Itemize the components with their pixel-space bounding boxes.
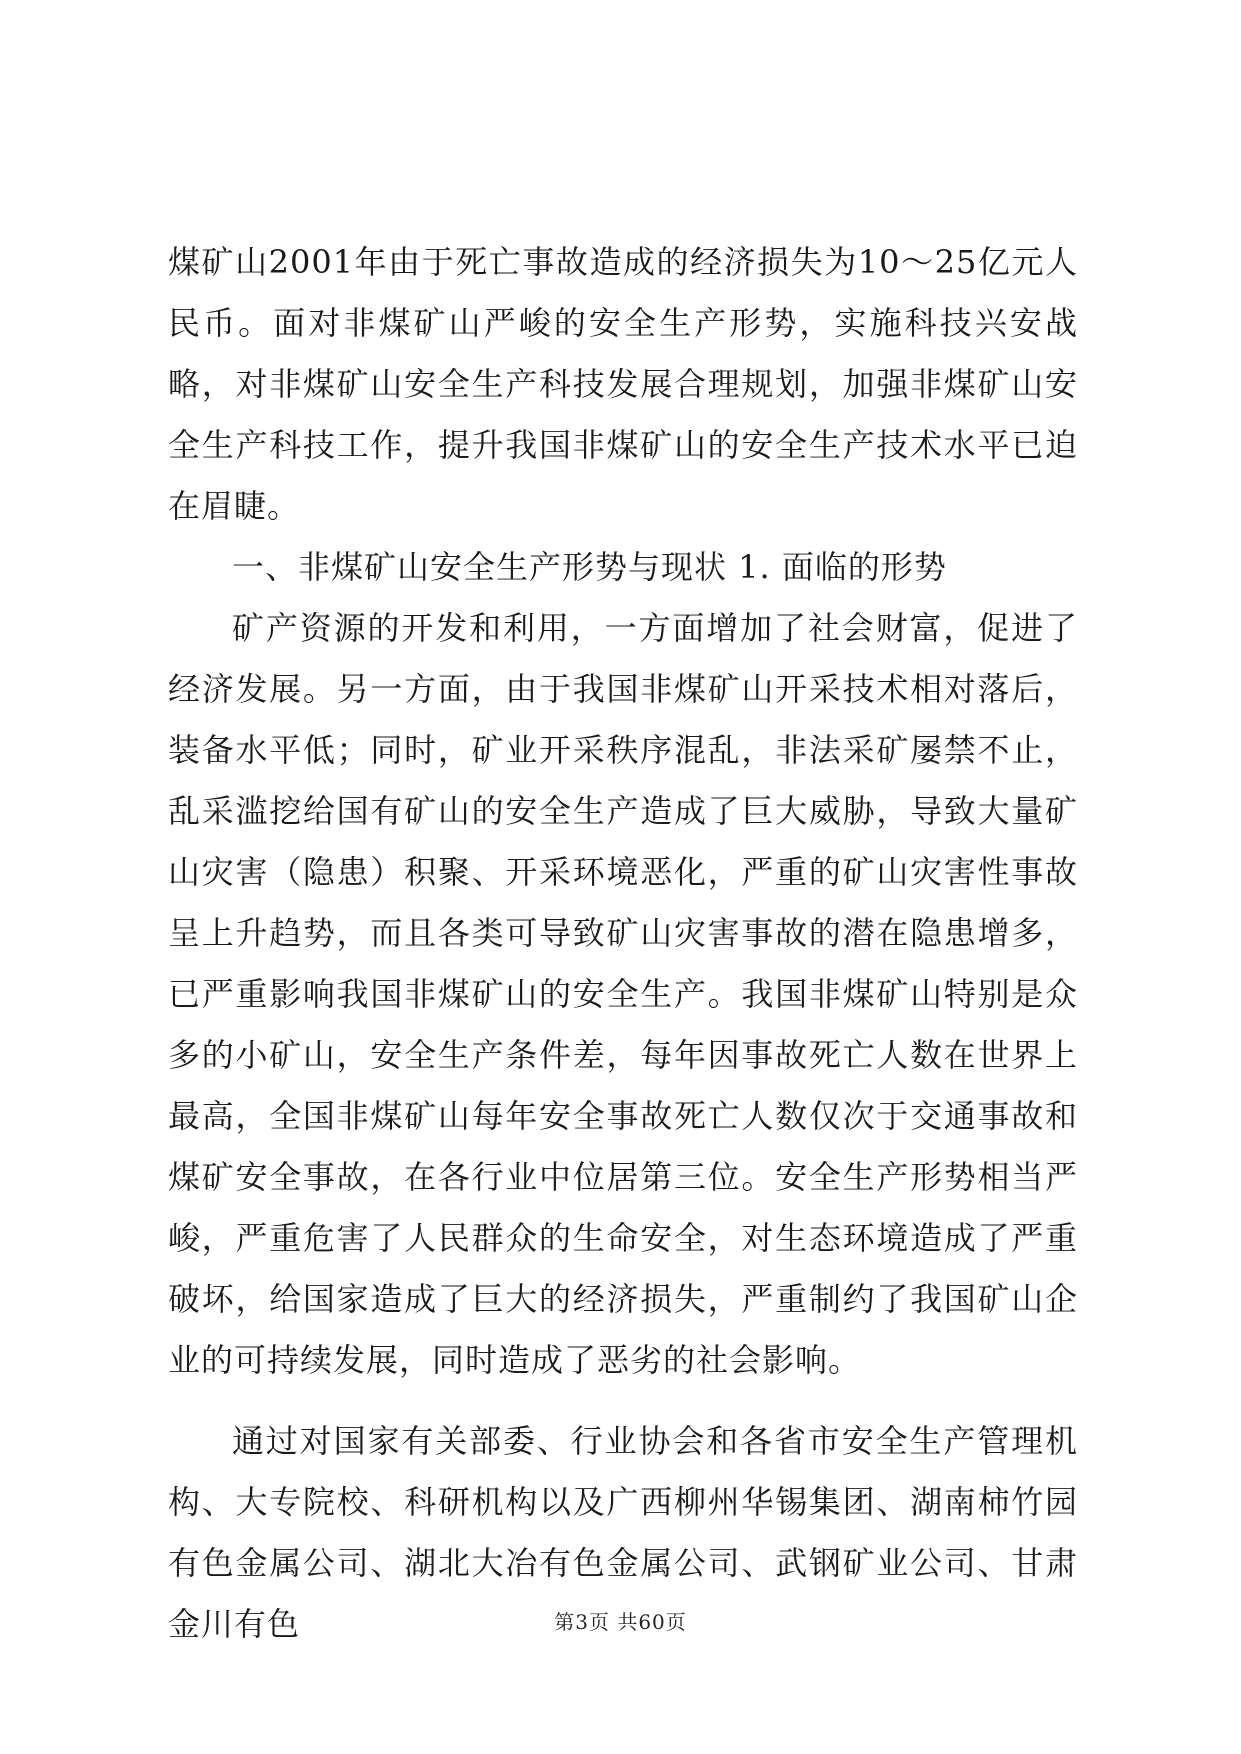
paragraph-survey: 通过对国家有关部委、行业协会和各省市安全生产管理机构、大专院校、科研机构以及广西柳州华锡集团、湖南柿竹园有色金属公司、湖北大冶有色金属公司、武钢矿业公司、甘肃金川有色 [168,1422,1078,1643]
paragraph-situation: 矿产资源的开发和利用，一方面增加了社会财富，促进了经济发展。另一方面，由于我国非煤矿山开采技术相对落后，装备水平低；同时，矿业开采秩序混乱，非法采矿屡禁不止，乱采滥挖给国有矿山的安全生产造成了巨大威胁，导致大量矿山灾害（隐患）积聚、开采环境恶化，严重的矿山灾害性事故呈上升趋势，而且各类可导致矿山灾害事故的潜在隐患增多，已严重影响我国非煤矿山的安全生产。我国非煤矿山特别是众多的小矿山，安全生产条件差，每年因事故死亡人数在世界上最高，全国非煤矿山每年安全事故死亡人数仅次于交通事故和煤矿安全事故，在各行业中位居第三位。安全生产形势相当严峻，严重危害了人民群众的生命安全，对生态环境造成了严重破坏，给国家造成了巨大的经济损失，严重制约了我国矿山企业的可持续发展，同时造成了恶劣的社会影响。 [168,609,1078,1379]
page-number-footer: 第3页 共60页 [554,1610,687,1634]
paragraph-continuation: 煤矿山2001年由于死亡事故造成的经济损失为10～25亿元人民币。面对非煤矿山严峻的安全生产形势，实施科技兴安战略，对非煤矿山安全生产科技发展合理规划，加强非煤矿山安全生产科技工作，提升我国非煤矿山的安全生产技术水平已迫在眉睫。 [168,243,1078,525]
document-body [168,232,1078,1655]
section-heading: 一、非煤矿山安全生产形势与现状 1. 面临的形势 [232,548,947,586]
